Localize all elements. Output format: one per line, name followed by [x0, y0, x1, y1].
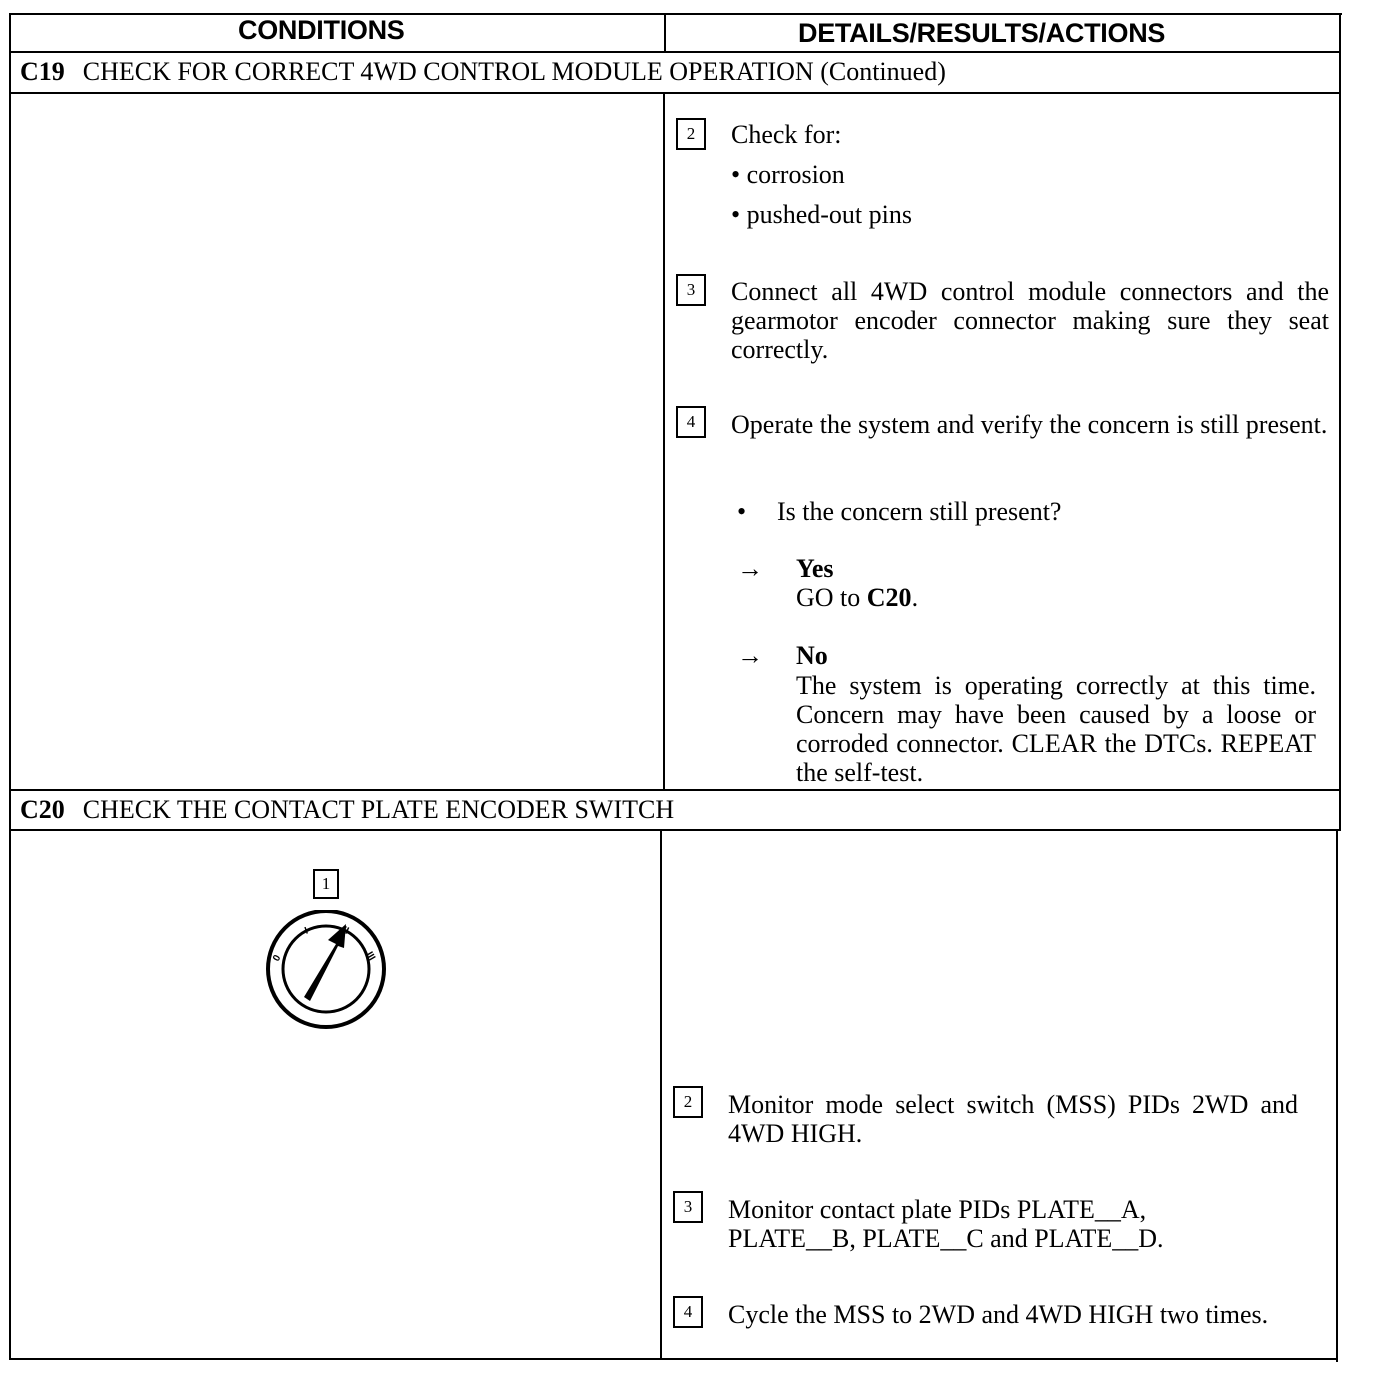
c19-section-title [20, 57, 946, 87]
c19-question-text: Is the concern still present? [777, 497, 1062, 526]
c19-step-3-number: 3 [676, 274, 706, 306]
ignition-key-arrow-icon [304, 924, 346, 1001]
yes-arrow-icon: → [737, 554, 763, 583]
c20-step-4-text: Cycle the MSS to 2WD and 4WD HIGH two times. [728, 1300, 1269, 1329]
c19-step-2-text: Check for: [731, 120, 842, 149]
c20-step-1-number: 1 [313, 869, 339, 899]
c19-step-2-bullet-2: • pushed-out pins [731, 200, 912, 229]
ignition-mark-0: 0 [271, 953, 284, 964]
column-divider-header [664, 13, 666, 53]
c20-step-4-number: 4 [673, 1296, 703, 1328]
ignition-mark-1: I [303, 925, 310, 937]
c19-id: C19 [20, 57, 65, 86]
c20-step-2-text: Monitor mode select switch (MSS) PIDs 2WD and 4WD HIGH. [728, 1090, 1298, 1148]
c19-title-divider [10, 92, 1341, 94]
c19-step-4-text: Operate the system and verify the concern is still present. [731, 410, 1328, 439]
column-divider-c20 [660, 829, 662, 1360]
table-border-top [10, 13, 1342, 15]
c19-continued: (Continued) [820, 57, 946, 86]
c20-step-2-number: 2 [673, 1086, 703, 1118]
yes-action: GO to C20. [796, 583, 919, 612]
no-arrow-icon: → [737, 641, 763, 670]
ignition-mark-2: II [340, 924, 351, 938]
no-label: No [796, 641, 828, 670]
c20-title: CHECK THE CONTACT PLATE ENCODER SWITCH [82, 795, 675, 824]
c19-step-2-number: 2 [676, 118, 706, 150]
c20-step-3-number: 3 [673, 1191, 703, 1223]
details-header: DETAILS/RESULTS/ACTIONS [798, 18, 1166, 48]
table-border-bottom [9, 1358, 1338, 1360]
c20-section-title [20, 795, 674, 825]
c20-id: C20 [20, 795, 65, 824]
c20-step-3-text: Monitor contact plate PIDs PLATE__A, PLATE__B, PLATE__C and PLATE__D. [728, 1195, 1164, 1253]
table-border-right-upper [1339, 13, 1341, 831]
c19-title: CHECK FOR CORRECT 4WD CONTROL MODULE OPERATION [82, 57, 814, 86]
table-border-right-lower [1336, 829, 1338, 1362]
yes-label: Yes [796, 554, 834, 583]
no-action: The system is operating correctly at this time. Concern may have been caused by a loose or corroded connector. CLEAR the DTCs. REPEAT the self-test. [796, 671, 1316, 787]
ignition-mark-3: III [363, 950, 378, 963]
conditions-header: CONDITIONS [238, 15, 405, 45]
c20-title-divider [10, 829, 1339, 831]
c19-step-3-text: Connect all 4WD control module connectors and the gearmotor encoder connector making sure they seat correctly. [731, 277, 1329, 364]
ignition-switch-icon [262, 910, 392, 1032]
column-divider-c19 [663, 92, 665, 791]
table-border-left [9, 13, 11, 1359]
c19-step-4-number: 4 [676, 406, 706, 438]
header-divider [10, 51, 1341, 53]
c20-top-divider [10, 789, 1341, 791]
c19-question-bullet: • [737, 497, 747, 526]
c19-step-2-bullet-1: • corrosion [731, 160, 845, 189]
yes-action-target: C20 [866, 583, 912, 612]
